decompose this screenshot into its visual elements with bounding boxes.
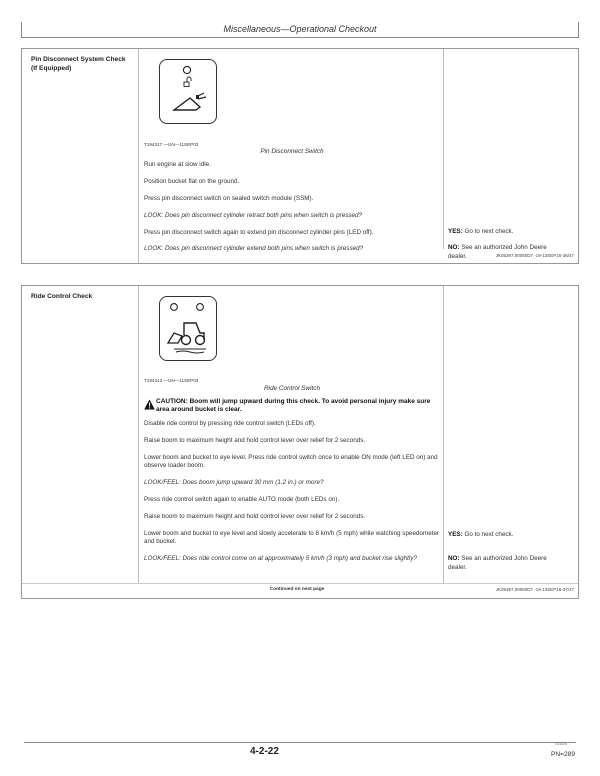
result-no bbox=[448, 243, 558, 261]
figure-caption: Ride Control Switch bbox=[263, 385, 321, 392]
continued-rule bbox=[22, 583, 578, 584]
yes-label: YES: bbox=[448, 228, 463, 235]
ride-control-switch-icon bbox=[159, 296, 217, 361]
step-text: Press pin disconnect switch again to extend pin disconnect cylinder pins (LED off). bbox=[144, 229, 374, 236]
figure-caption: Pin Disconnect Switch bbox=[260, 148, 324, 155]
section-title: Pin Disconnect System Check (If Equipped) bbox=[31, 56, 126, 72]
column-divider bbox=[443, 286, 444, 583]
result-yes bbox=[448, 227, 573, 236]
step-text: Position bucket flat on the ground. bbox=[144, 178, 240, 185]
step-text: Press ride control switch again to enable AUTO mode (both LEDs on). bbox=[144, 496, 340, 503]
step-text: Raise boom to maximum height and hold control lever over relief for 2 seconds. bbox=[144, 437, 366, 444]
step-text: Press pin disconnect switch on sealed switch module (SSM). bbox=[144, 195, 314, 202]
continued-note: Continued on next page bbox=[269, 587, 325, 592]
yes-text: Go to next check. bbox=[464, 228, 514, 235]
column-divider bbox=[443, 49, 444, 249]
column-divider bbox=[138, 286, 139, 583]
step-text: Lower boom and bucket to eye level and slowly accelerate to 8 km/h (5 mph) while watching speedometer and bucket. bbox=[144, 530, 440, 545]
reference-code: JK05397,00050D7 -19-13SEP16-36/47 bbox=[495, 253, 574, 258]
footer-small-code: 031425 bbox=[555, 742, 567, 746]
step-text: Disable ride control by pressing ride control switch (LEDs off). bbox=[144, 420, 316, 427]
result-yes bbox=[448, 530, 573, 539]
result-no bbox=[448, 554, 558, 572]
no-text: See an authorized John Deere dealer. bbox=[448, 555, 547, 571]
column-divider bbox=[138, 49, 139, 263]
figure-code: T194317 —UN—11SEP03 bbox=[144, 142, 199, 147]
step-text: Lower boom and bucket to eye level. Press ride control switch once to enable ON mode (left LED on) and observe loader boom. bbox=[144, 454, 438, 469]
yes-text: Go to next check. bbox=[464, 531, 514, 538]
reference-code: JK05397,00050D7 -19-13SEP16-37/47 bbox=[495, 587, 574, 592]
footer-rule bbox=[24, 742, 358, 743]
no-label: NO: bbox=[448, 555, 460, 562]
section-pin-disconnect bbox=[21, 48, 579, 264]
figure-code: T194313 —UN—11SEP03 bbox=[144, 378, 199, 383]
page-header-title: Miscellaneous—Operational Checkout bbox=[223, 24, 377, 34]
yes-label: YES: bbox=[448, 531, 463, 538]
no-label: NO: bbox=[448, 244, 460, 251]
step-text: Raise boom to maximum height and hold control lever over relief for 2 seconds. bbox=[144, 513, 366, 520]
page-number: 4-2-22 bbox=[250, 746, 279, 757]
section-title: Ride Control Check bbox=[31, 293, 93, 300]
step-text: Run engine at slow idle. bbox=[144, 161, 211, 168]
pin-disconnect-switch-icon bbox=[159, 59, 217, 124]
caution-text: CAUTION: Boom will jump upward during this check. To avoid personal injury make sure area around bucket is clear. bbox=[156, 398, 431, 413]
footer-rule-right bbox=[358, 742, 576, 743]
header-rule bbox=[21, 37, 579, 38]
look-question: LOOK/FEEL: Does boom jump upward 30 mm (1.2 in.) or more? bbox=[144, 479, 324, 486]
no-text: See an authorized John Deere dealer. bbox=[448, 244, 547, 260]
caution-notice bbox=[144, 398, 440, 414]
warning-triangle-icon bbox=[144, 399, 155, 410]
look-question: LOOK/FEEL: Does ride control come on at approximately 5 km/h (3 mph) and bucket rise slightly? bbox=[144, 555, 417, 562]
section-ride-control bbox=[21, 285, 579, 599]
footer-pn: PN=289 bbox=[550, 751, 575, 758]
look-question: LOOK: Does pin disconnect cylinder retract both pins when switch is pressed? bbox=[144, 212, 363, 219]
look-question: LOOK: Does pin disconnect cylinder extend both pins when switch is pressed? bbox=[144, 245, 364, 252]
